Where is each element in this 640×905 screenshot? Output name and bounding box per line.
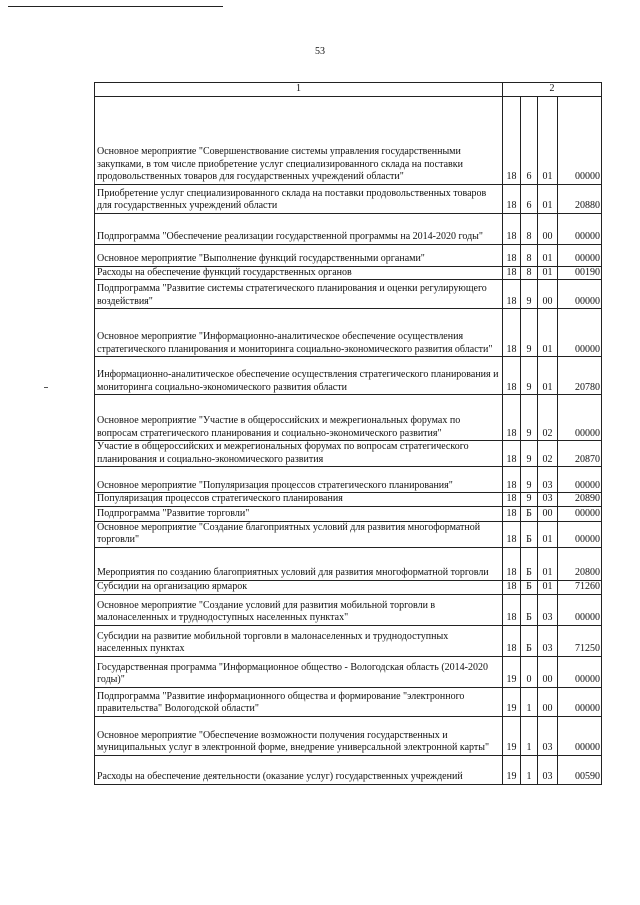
code-part-4: 71260 [558, 580, 602, 594]
code-part-2: 8 [521, 213, 538, 244]
code-part-3: 03 [538, 594, 558, 625]
code-part-1: 18 [503, 625, 521, 656]
table-row [95, 309, 602, 357]
row-name: Популяризация процессов стратегического планирования [95, 493, 503, 507]
row-name: Подпрограмма "Обеспечение реализации государственной программы на 2014-2020 годы" [95, 213, 503, 244]
table-row [95, 547, 602, 580]
code-part-3: 01 [538, 309, 558, 357]
code-part-3: 01 [538, 184, 558, 213]
code-part-1: 18 [503, 280, 521, 309]
header-col-2: 2 [503, 83, 602, 97]
code-part-4: 00000 [558, 687, 602, 716]
code-part-2: Б [521, 547, 538, 580]
table-row [95, 493, 602, 507]
code-part-4: 00000 [558, 280, 602, 309]
row-name: Подпрограмма "Развитие информационного общества и формирование "электронного правительства" Вологодской области" [95, 687, 503, 716]
code-part-3: 01 [538, 96, 558, 184]
row-name: Основное мероприятие "Популяризация процессов стратегического планирования" [95, 467, 503, 493]
table-row [95, 441, 602, 467]
code-part-4: 20890 [558, 493, 602, 507]
code-part-2: 8 [521, 266, 538, 280]
code-part-1: 18 [503, 580, 521, 594]
code-part-4: 00000 [558, 213, 602, 244]
row-name: Основное мероприятие "Совершенствование системы управления государственными закупками, в том числе приобретение услуг специализированного склада на поставки продовольственных товаров для государственных учреждений области" [95, 96, 503, 184]
code-part-4: 20870 [558, 441, 602, 467]
code-part-2: 9 [521, 309, 538, 357]
row-name: Подпрограмма "Развитие системы стратегического планирования и оценки регулирующего воздействия" [95, 280, 503, 309]
row-name: Основное мероприятие "Информационно-аналитическое обеспечение осуществления стратегического планирования и мониторинга социально-экономического развития области" [95, 309, 503, 357]
code-part-3: 01 [538, 547, 558, 580]
row-name: Подпрограмма "Развитие торговли" [95, 506, 503, 521]
code-part-4: 00000 [558, 656, 602, 687]
code-part-1: 18 [503, 309, 521, 357]
code-part-2: 6 [521, 96, 538, 184]
code-part-1: 18 [503, 594, 521, 625]
code-part-3: 02 [538, 395, 558, 441]
table-row [95, 280, 602, 309]
code-part-2: 9 [521, 395, 538, 441]
table-row [95, 716, 602, 755]
row-name: Основное мероприятие "Выполнение функций государственными органами" [95, 244, 503, 266]
code-part-1: 18 [503, 547, 521, 580]
code-part-2: Б [521, 594, 538, 625]
code-part-2: 6 [521, 184, 538, 213]
row-name: Основное мероприятие "Участие в общероссийских и межрегиональных форумах по вопросам стратегического планирования и социально-экономического развития" [95, 395, 503, 441]
code-part-1: 18 [503, 395, 521, 441]
code-part-4: 00000 [558, 244, 602, 266]
table-row [95, 521, 602, 547]
code-part-4: 00190 [558, 266, 602, 280]
code-part-2: Б [521, 506, 538, 521]
table-row [95, 687, 602, 716]
code-part-3: 00 [538, 213, 558, 244]
code-part-3: 00 [538, 280, 558, 309]
row-name: Расходы на обеспечение функций государственных органов [95, 266, 503, 280]
code-part-2: 0 [521, 656, 538, 687]
row-name: Участие в общероссийских и межрегиональных форумах по вопросам стратегического планирования и социально-экономического развития [95, 441, 503, 467]
budget-classification-table [94, 82, 602, 785]
code-part-1: 18 [503, 506, 521, 521]
code-part-1: 19 [503, 755, 521, 784]
code-part-3: 00 [538, 656, 558, 687]
table-row [95, 357, 602, 395]
code-part-4: 71250 [558, 625, 602, 656]
code-part-4: 20800 [558, 547, 602, 580]
table-row [95, 244, 602, 266]
code-part-4: 00000 [558, 96, 602, 184]
code-part-2: 9 [521, 467, 538, 493]
table-row [95, 213, 602, 244]
code-part-3: 01 [538, 244, 558, 266]
code-part-4: 20880 [558, 184, 602, 213]
code-part-3: 01 [538, 357, 558, 395]
row-name: Субсидии на организацию ярмарок [95, 580, 503, 594]
code-part-1: 18 [503, 493, 521, 507]
row-name: Основное мероприятие "Обеспечение возможности получения государственных и муниципальных услуг в электронной форме, внедрение универсальной электронной карты" [95, 716, 503, 755]
row-name: Основное мероприятие "Создание условий для развития мобильной торговли в малонаселенных и труднодоступных населенных пунктах" [95, 594, 503, 625]
code-part-2: Б [521, 521, 538, 547]
code-part-3: 03 [538, 493, 558, 507]
table-row [95, 506, 602, 521]
row-name: Мероприятия по созданию благоприятных условий для развития многоформатной торговли [95, 547, 503, 580]
code-part-2: 9 [521, 280, 538, 309]
code-part-3: 00 [538, 506, 558, 521]
header-col-1: 1 [95, 83, 503, 97]
table-row [95, 96, 602, 184]
code-part-3: 03 [538, 467, 558, 493]
row-name: Основное мероприятие "Создание благоприятных условий для развития многоформатной торговли" [95, 521, 503, 547]
row-name: Информационно-аналитическое обеспечение осуществления стратегического планирования и мониторинга социально-экономического развития области [95, 357, 503, 395]
code-part-1: 18 [503, 96, 521, 184]
page-number: 53 [315, 46, 325, 57]
table-row [95, 580, 602, 594]
code-part-1: 19 [503, 687, 521, 716]
code-part-1: 18 [503, 244, 521, 266]
table-row [95, 266, 602, 280]
code-part-2: 9 [521, 357, 538, 395]
code-part-3: 02 [538, 441, 558, 467]
scan-mark [44, 387, 48, 388]
table-row [95, 594, 602, 625]
code-part-2: 1 [521, 687, 538, 716]
table-row [95, 755, 602, 784]
row-name: Приобретение услуг специализированного склада на поставки продовольственных товаров для государственных учреждений области [95, 184, 503, 213]
code-part-4: 00000 [558, 309, 602, 357]
code-part-2: 9 [521, 441, 538, 467]
row-name: Государственная программа "Информационное общество - Вологодская область (2014-2020 годы)" [95, 656, 503, 687]
code-part-3: 03 [538, 625, 558, 656]
code-part-2: 9 [521, 493, 538, 507]
code-part-1: 18 [503, 441, 521, 467]
code-part-4: 20780 [558, 357, 602, 395]
code-part-2: 1 [521, 755, 538, 784]
top-rule [8, 6, 223, 7]
code-part-2: 8 [521, 244, 538, 266]
code-part-1: 19 [503, 716, 521, 755]
code-part-4: 00000 [558, 594, 602, 625]
code-part-3: 00 [538, 687, 558, 716]
code-part-1: 18 [503, 467, 521, 493]
code-part-1: 18 [503, 521, 521, 547]
table-row [95, 467, 602, 493]
row-name: Расходы на обеспечение деятельности (оказание услуг) государственных учреждений [95, 755, 503, 784]
code-part-4: 00000 [558, 467, 602, 493]
code-part-3: 03 [538, 755, 558, 784]
code-part-2: Б [521, 580, 538, 594]
code-part-3: 01 [538, 580, 558, 594]
code-part-1: 18 [503, 266, 521, 280]
code-part-4: 00000 [558, 506, 602, 521]
code-part-4: 00000 [558, 716, 602, 755]
table-header-row [95, 83, 602, 97]
code-part-2: Б [521, 625, 538, 656]
code-part-4: 00000 [558, 521, 602, 547]
code-part-1: 18 [503, 357, 521, 395]
code-part-4: 00000 [558, 395, 602, 441]
code-part-1: 19 [503, 656, 521, 687]
table-row [95, 656, 602, 687]
row-name: Субсидии на развитие мобильной торговли в малонаселенных и труднодоступных населенных пунктах [95, 625, 503, 656]
code-part-1: 18 [503, 184, 521, 213]
code-part-3: 01 [538, 521, 558, 547]
table-row [95, 184, 602, 213]
code-part-3: 03 [538, 716, 558, 755]
code-part-3: 01 [538, 266, 558, 280]
code-part-2: 1 [521, 716, 538, 755]
code-part-1: 18 [503, 213, 521, 244]
code-part-4: 00590 [558, 755, 602, 784]
table-row [95, 395, 602, 441]
table-row [95, 625, 602, 656]
